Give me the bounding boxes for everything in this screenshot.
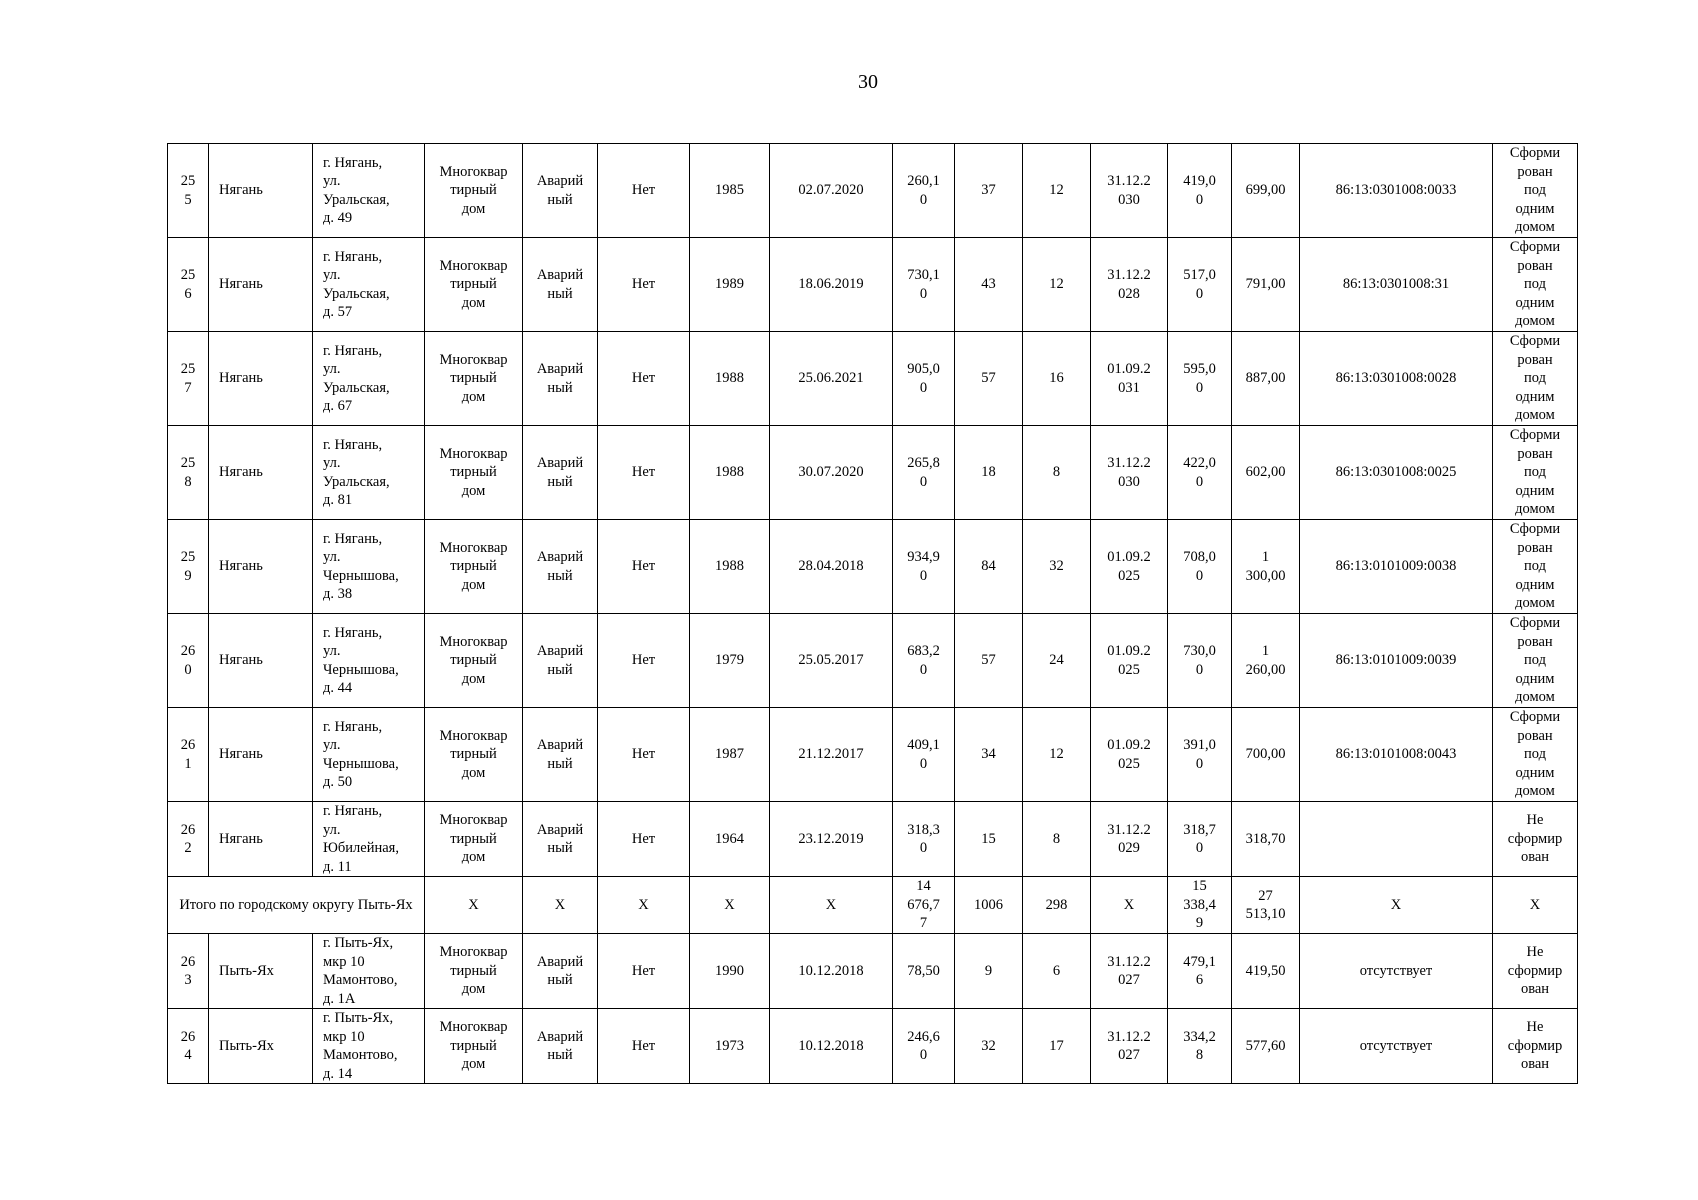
cell-year: 1973 <box>690 1009 770 1084</box>
cell-cadastral: 86:13:0301008:31 <box>1300 238 1493 332</box>
cell-area-3: 791,00 <box>1232 238 1300 332</box>
table-row <box>168 708 1578 802</box>
cell-building-type: Многоквар тирный дом <box>425 332 523 426</box>
cell-deadline: 01.09.2 025 <box>1091 614 1168 708</box>
cell-city: Нягань <box>209 802 313 877</box>
table-row <box>168 332 1578 426</box>
cell-area-2: 391,0 0 <box>1168 708 1232 802</box>
cell-cadastral <box>1300 802 1493 877</box>
table-row <box>168 238 1578 332</box>
cell-year: 1989 <box>690 238 770 332</box>
total-row <box>168 877 1578 934</box>
cell-land-status: Сформи рован под одним домом <box>1493 144 1578 238</box>
cell-condition: Аварий ный <box>523 144 598 238</box>
cell-area-3: 602,00 <box>1232 426 1300 520</box>
table-row <box>168 1009 1578 1084</box>
cell-building-type: Многоквар тирный дом <box>425 802 523 877</box>
cell-building-type: Многоквар тирный дом <box>425 238 523 332</box>
cell-address: г. Нягань, ул. Чернышова, д. 50 <box>313 708 425 802</box>
cell-area: 905,0 0 <box>893 332 955 426</box>
cell-flats: 12 <box>1023 708 1091 802</box>
cell-number: 25 8 <box>168 426 209 520</box>
cell-cadastral: отсутствует <box>1300 934 1493 1009</box>
cell-flats: 12 <box>1023 144 1091 238</box>
cell-condition: Аварий ный <box>523 238 598 332</box>
total-label: Итого по городскому округу Пыть-Ях <box>168 877 425 934</box>
cell-residents: 15 <box>955 802 1023 877</box>
cell-flag: Нет <box>598 426 690 520</box>
cell-condition: Аварий ный <box>523 802 598 877</box>
cell-cadastral: 86:13:0301008:0033 <box>1300 144 1493 238</box>
cell-number: 25 9 <box>168 520 209 614</box>
cell-year: 1987 <box>690 708 770 802</box>
cell-area: 260,1 0 <box>893 144 955 238</box>
cell-residents: 9 <box>955 934 1023 1009</box>
cell-residents: 43 <box>955 238 1023 332</box>
cell-city: Пыть-Ях <box>209 1009 313 1084</box>
cell-cadastral: 86:13:0301008:0028 <box>1300 332 1493 426</box>
table-body <box>168 144 1578 1084</box>
cell-building-type: Многоквар тирный дом <box>425 614 523 708</box>
cell-city: Пыть-Ях <box>209 934 313 1009</box>
cell-cadastral: 86:13:0101008:0043 <box>1300 708 1493 802</box>
cell-condition: Аварий ный <box>523 1009 598 1084</box>
cell-cadastral: 86:13:0101009:0039 <box>1300 614 1493 708</box>
total-area: 14 676,7 7 <box>893 877 955 934</box>
cell-land-status: Сформи рован под одним домом <box>1493 238 1578 332</box>
cell-address: г. Нягань, ул. Чернышова, д. 44 <box>313 614 425 708</box>
cell-cadastral: отсутствует <box>1300 1009 1493 1084</box>
total-type: Х <box>425 877 523 934</box>
cell-building-type: Многоквар тирный дом <box>425 708 523 802</box>
table-row <box>168 802 1578 877</box>
cell-deadline: 01.09.2 025 <box>1091 520 1168 614</box>
cell-area: 318,3 0 <box>893 802 955 877</box>
cell-residents: 57 <box>955 614 1023 708</box>
cell-flag: Нет <box>598 144 690 238</box>
cell-flag: Нет <box>598 708 690 802</box>
cell-land-status: Не сформир ован <box>1493 802 1578 877</box>
cell-building-type: Многоквар тирный дом <box>425 934 523 1009</box>
cell-area-2: 595,0 0 <box>1168 332 1232 426</box>
cell-deadline: 31.12.2 030 <box>1091 144 1168 238</box>
cell-date: 30.07.2020 <box>770 426 893 520</box>
cell-residents: 84 <box>955 520 1023 614</box>
cell-deadline: 01.09.2 025 <box>1091 708 1168 802</box>
cell-residents: 34 <box>955 708 1023 802</box>
cell-address: г. Нягань, ул. Чернышова, д. 38 <box>313 520 425 614</box>
cell-area: 246,6 0 <box>893 1009 955 1084</box>
cell-city: Нягань <box>209 614 313 708</box>
cell-flats: 32 <box>1023 520 1091 614</box>
cell-deadline: 31.12.2 027 <box>1091 934 1168 1009</box>
cell-area-2: 318,7 0 <box>1168 802 1232 877</box>
cell-number: 26 0 <box>168 614 209 708</box>
cell-land-status: Сформи рован под одним домом <box>1493 332 1578 426</box>
cell-area: 934,9 0 <box>893 520 955 614</box>
cell-area-2: 419,0 0 <box>1168 144 1232 238</box>
cell-flats: 8 <box>1023 426 1091 520</box>
cell-building-type: Многоквар тирный дом <box>425 426 523 520</box>
cell-deadline: 31.12.2 029 <box>1091 802 1168 877</box>
cell-area-2: 517,0 0 <box>1168 238 1232 332</box>
cell-flag: Нет <box>598 332 690 426</box>
table-row <box>168 614 1578 708</box>
cell-address: г. Нягань, ул. Уральская, д. 49 <box>313 144 425 238</box>
cell-area-3: 887,00 <box>1232 332 1300 426</box>
cell-area-2: 422,0 0 <box>1168 426 1232 520</box>
cell-area-3: 318,70 <box>1232 802 1300 877</box>
table-row <box>168 144 1578 238</box>
cell-residents: 57 <box>955 332 1023 426</box>
table-row <box>168 934 1578 1009</box>
table-row <box>168 426 1578 520</box>
cell-area: 683,2 0 <box>893 614 955 708</box>
cell-area: 78,50 <box>893 934 955 1009</box>
cell-flag: Нет <box>598 238 690 332</box>
cell-date: 25.05.2017 <box>770 614 893 708</box>
page-number: 30 <box>858 71 878 93</box>
cell-area-3: 419,50 <box>1232 934 1300 1009</box>
cell-city: Нягань <box>209 426 313 520</box>
cell-flag: Нет <box>598 614 690 708</box>
cell-year: 1988 <box>690 332 770 426</box>
cell-city: Нягань <box>209 332 313 426</box>
cell-cadastral: 86:13:0301008:0025 <box>1300 426 1493 520</box>
cell-flats: 24 <box>1023 614 1091 708</box>
cell-year: 1985 <box>690 144 770 238</box>
cell-flag: Нет <box>598 520 690 614</box>
cell-condition: Аварий ный <box>523 934 598 1009</box>
cell-land-status: Не сформир ован <box>1493 934 1578 1009</box>
total-land: Х <box>1493 877 1578 934</box>
total-state: Х <box>523 877 598 934</box>
total-cadastral: Х <box>1300 877 1493 934</box>
cell-residents: 32 <box>955 1009 1023 1084</box>
cell-number: 26 4 <box>168 1009 209 1084</box>
cell-area-3: 1 300,00 <box>1232 520 1300 614</box>
cell-area: 409,1 0 <box>893 708 955 802</box>
cell-date: 10.12.2018 <box>770 934 893 1009</box>
total-date: Х <box>770 877 893 934</box>
cell-cadastral: 86:13:0101009:0038 <box>1300 520 1493 614</box>
cell-date: 18.06.2019 <box>770 238 893 332</box>
cell-address: г. Нягань, ул. Уральская, д. 67 <box>313 332 425 426</box>
cell-area-2: 730,0 0 <box>1168 614 1232 708</box>
cell-flats: 16 <box>1023 332 1091 426</box>
cell-area-3: 700,00 <box>1232 708 1300 802</box>
cell-condition: Аварий ный <box>523 708 598 802</box>
cell-year: 1988 <box>690 426 770 520</box>
cell-year: 1990 <box>690 934 770 1009</box>
cell-condition: Аварий ный <box>523 332 598 426</box>
cell-area-3: 1 260,00 <box>1232 614 1300 708</box>
cell-address: г. Пыть-Ях, мкр 10 Мамонтово, д. 1А <box>313 934 425 1009</box>
cell-condition: Аварий ный <box>523 426 598 520</box>
table-row <box>168 520 1578 614</box>
cell-building-type: Многоквар тирный дом <box>425 144 523 238</box>
cell-deadline: 31.12.2 027 <box>1091 1009 1168 1084</box>
cell-year: 1964 <box>690 802 770 877</box>
cell-area-3: 577,60 <box>1232 1009 1300 1084</box>
cell-flats: 17 <box>1023 1009 1091 1084</box>
cell-land-status: Не сформир ован <box>1493 1009 1578 1084</box>
cell-number: 26 1 <box>168 708 209 802</box>
cell-address: г. Нягань, ул. Юбилейная, д. 11 <box>313 802 425 877</box>
cell-date: 28.04.2018 <box>770 520 893 614</box>
cell-land-status: Сформи рован под одним домом <box>1493 614 1578 708</box>
cell-address: г. Пыть-Ях, мкр 10 Мамонтово, д. 14 <box>313 1009 425 1084</box>
cell-flag: Нет <box>598 1009 690 1084</box>
cell-residents: 37 <box>955 144 1023 238</box>
cell-date: 10.12.2018 <box>770 1009 893 1084</box>
cell-land-status: Сформи рован под одним домом <box>1493 708 1578 802</box>
cell-area-2: 479,1 6 <box>1168 934 1232 1009</box>
cell-deadline: 31.12.2 028 <box>1091 238 1168 332</box>
cell-date: 02.07.2020 <box>770 144 893 238</box>
cell-address: г. Нягань, ул. Уральская, д. 81 <box>313 426 425 520</box>
cell-flag: Нет <box>598 934 690 1009</box>
cell-land-status: Сформи рован под одним домом <box>1493 520 1578 614</box>
cell-building-type: Многоквар тирный дом <box>425 520 523 614</box>
total-flag: Х <box>598 877 690 934</box>
cell-city: Нягань <box>209 520 313 614</box>
cell-number: 25 5 <box>168 144 209 238</box>
cell-flag: Нет <box>598 802 690 877</box>
cell-number: 26 3 <box>168 934 209 1009</box>
cell-deadline: 01.09.2 031 <box>1091 332 1168 426</box>
total-deadline: Х <box>1091 877 1168 934</box>
cell-building-type: Многоквар тирный дом <box>425 1009 523 1084</box>
cell-city: Нягань <box>209 708 313 802</box>
total-area3: 27 513,10 <box>1232 877 1300 934</box>
cell-number: 25 6 <box>168 238 209 332</box>
cell-condition: Аварий ный <box>523 520 598 614</box>
cell-date: 25.06.2021 <box>770 332 893 426</box>
cell-area: 730,1 0 <box>893 238 955 332</box>
cell-date: 23.12.2019 <box>770 802 893 877</box>
cell-number: 26 2 <box>168 802 209 877</box>
total-flats: 298 <box>1023 877 1091 934</box>
cell-city: Нягань <box>209 144 313 238</box>
cell-residents: 18 <box>955 426 1023 520</box>
cell-address: г. Нягань, ул. Уральская, д. 57 <box>313 238 425 332</box>
cell-area-2: 708,0 0 <box>1168 520 1232 614</box>
cell-deadline: 31.12.2 030 <box>1091 426 1168 520</box>
total-people: 1006 <box>955 877 1023 934</box>
total-area2: 15 338,4 9 <box>1168 877 1232 934</box>
cell-city: Нягань <box>209 238 313 332</box>
cell-condition: Аварий ный <box>523 614 598 708</box>
cell-area-2: 334,2 8 <box>1168 1009 1232 1084</box>
cell-year: 1988 <box>690 520 770 614</box>
cell-flats: 12 <box>1023 238 1091 332</box>
cell-number: 25 7 <box>168 332 209 426</box>
cell-year: 1979 <box>690 614 770 708</box>
cell-flats: 6 <box>1023 934 1091 1009</box>
housing-register-table <box>167 143 1578 1084</box>
cell-area-3: 699,00 <box>1232 144 1300 238</box>
cell-date: 21.12.2017 <box>770 708 893 802</box>
cell-land-status: Сформи рован под одним домом <box>1493 426 1578 520</box>
total-year: Х <box>690 877 770 934</box>
cell-flats: 8 <box>1023 802 1091 877</box>
cell-area: 265,8 0 <box>893 426 955 520</box>
